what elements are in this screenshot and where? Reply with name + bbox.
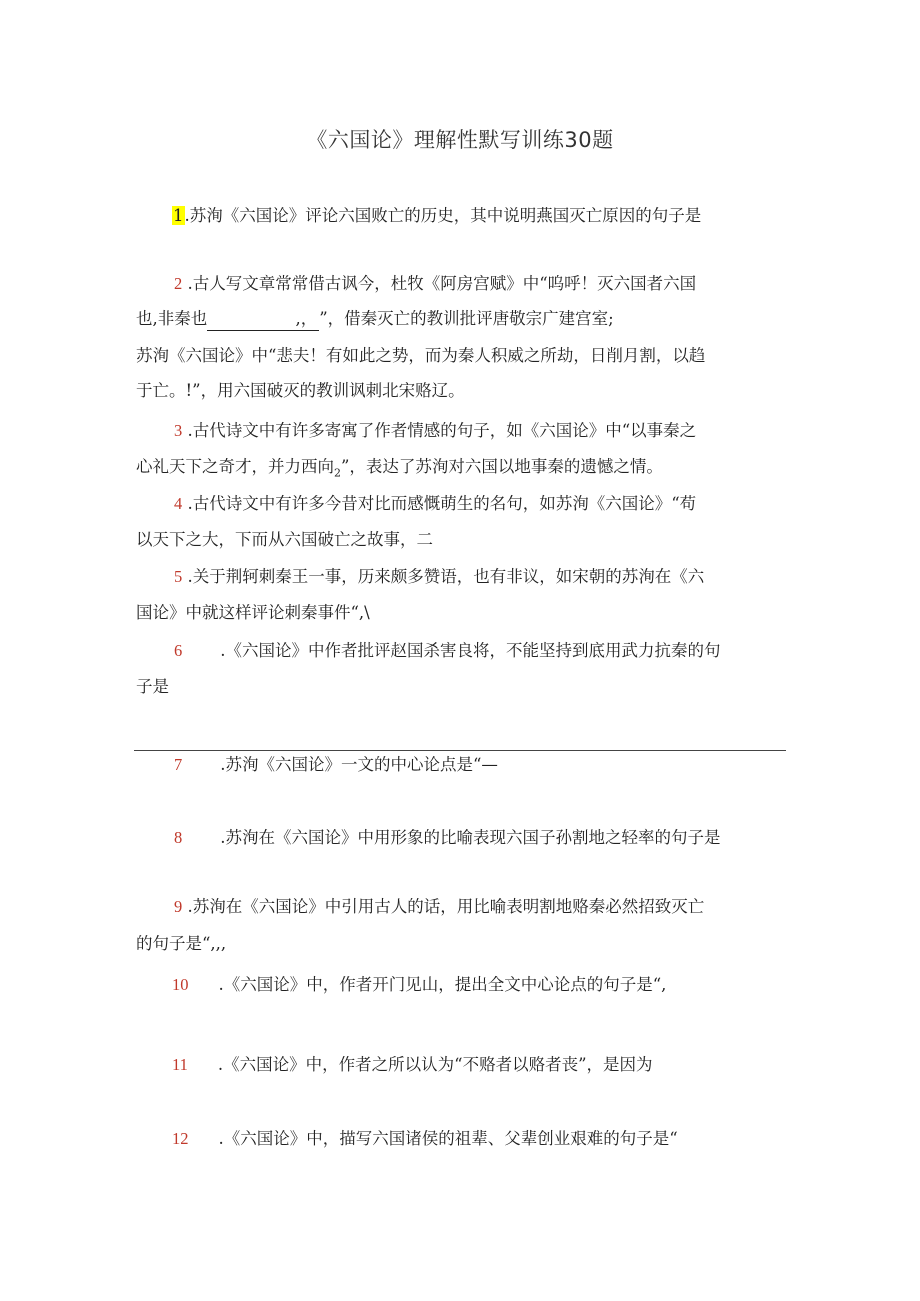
question-2-text-1: .古人写文章常常借古讽今，杜牧《阿房宫赋》中“呜呼！灭六国者六国: [182, 274, 697, 293]
question-8-number: 8: [174, 828, 183, 847]
question-8-text: .苏洵在《六国论》中用形象的比喻表现六国子孙割地之轻率的句子是: [220, 828, 721, 847]
question-9-line-1: [174, 896, 704, 918]
question-9-number: 9: [174, 897, 183, 916]
question-2-line-4: 于亡。!”，用六国破灭的教训讽刺北宋赂辽。: [136, 381, 465, 400]
question-2-text-2b: ”，借秦灭亡的教训批评唐敬宗广建宫室;: [319, 309, 614, 328]
question-9-line-2: 的句子是“,,,: [136, 934, 227, 953]
question-2-number: 2: [174, 274, 183, 293]
question-6-line-2: 子是: [136, 677, 169, 696]
question-10-number: 10: [172, 975, 189, 994]
question-7-text: .苏洵《六国论》一文的中心论点是“—: [220, 755, 498, 774]
question-1: [172, 205, 701, 227]
question-3-line-2: [136, 456, 663, 484]
answer-rule: [134, 750, 786, 751]
question-10-text: .《六国论》中，作者开门见山，提出全文中心论点的句子是“,: [218, 975, 667, 994]
question-6-number: 6: [174, 641, 183, 660]
question-12: [172, 1128, 678, 1150]
question-5-line-2: 国论》中就这样评论刺秦事件“,\: [136, 603, 370, 622]
question-9-text-1: .苏洵在《六国论》中引用古人的话，用比喻表明割地赂秦必然招致灭亡: [182, 897, 705, 916]
question-7: [174, 754, 498, 776]
question-3-number: 3: [174, 421, 183, 440]
question-1-text: .苏洵《六国论》评论六国败亡的历史，其中说明燕国灭亡原因的句子是: [184, 206, 702, 225]
question-5-line-1: [174, 566, 704, 588]
question-1-number: 1: [173, 206, 184, 225]
answer-blank[interactable]: ,，: [207, 308, 319, 331]
question-6-text-1: .《六国论》中作者批评赵国杀害良将，不能坚持到底用武力抗秦的句: [220, 641, 721, 660]
question-3-line-1: [174, 420, 696, 442]
question-2-line-3: 苏洵《六国论》中“悲夫！有如此之势，而为秦人积威之所劫，日削月割，以趋: [136, 346, 706, 365]
document-title: 《六国论》理解性默写训练30题: [306, 128, 614, 152]
question-7-number: 7: [174, 755, 183, 774]
question-4-line-2: 以天下之大，下而从六国破亡之故事，二: [136, 530, 433, 549]
question-6-line-1: [174, 640, 721, 662]
question-2-line-2: [136, 308, 614, 331]
question-11: [172, 1054, 653, 1076]
question-4-number: 4: [174, 494, 183, 513]
question-3-subscript: 2: [334, 466, 341, 480]
question-4-line-1: [174, 493, 696, 515]
question-5-text-1: .关于荆轲刺秦王一事，历来颇多赞语，也有非议，如宋朝的苏洵在《六: [182, 567, 705, 586]
question-8: [174, 827, 721, 849]
question-2-line-1: [174, 273, 696, 295]
question-3-text-1: .古代诗文中有许多寄寓了作者情感的句子，如《六国论》中“以事秦之: [182, 421, 697, 440]
question-4-text-1: .古代诗文中有许多今昔对比而感慨萌生的名句，如苏洵《六国论》“苟: [182, 494, 697, 513]
question-12-text: .《六国论》中，描写六国诸侯的祖辈、父辈创业艰难的句子是“: [218, 1129, 678, 1148]
question-3-text-2b: ”，表达了苏洵对六国以地事秦的遗憾之情。: [341, 457, 663, 476]
question-11-number: 11: [172, 1055, 188, 1074]
question-2-text-2a: 也,非秦也: [136, 309, 208, 328]
question-10: [172, 974, 666, 996]
question-12-number: 12: [172, 1129, 189, 1148]
question-5-number: 5: [174, 567, 183, 586]
question-11-text: .《六国论》中，作者之所以认为“不赂者以赂者丧”，是因为: [217, 1055, 653, 1074]
question-3-text-2a: 心礼天下之奇才，并力西向: [136, 457, 334, 476]
